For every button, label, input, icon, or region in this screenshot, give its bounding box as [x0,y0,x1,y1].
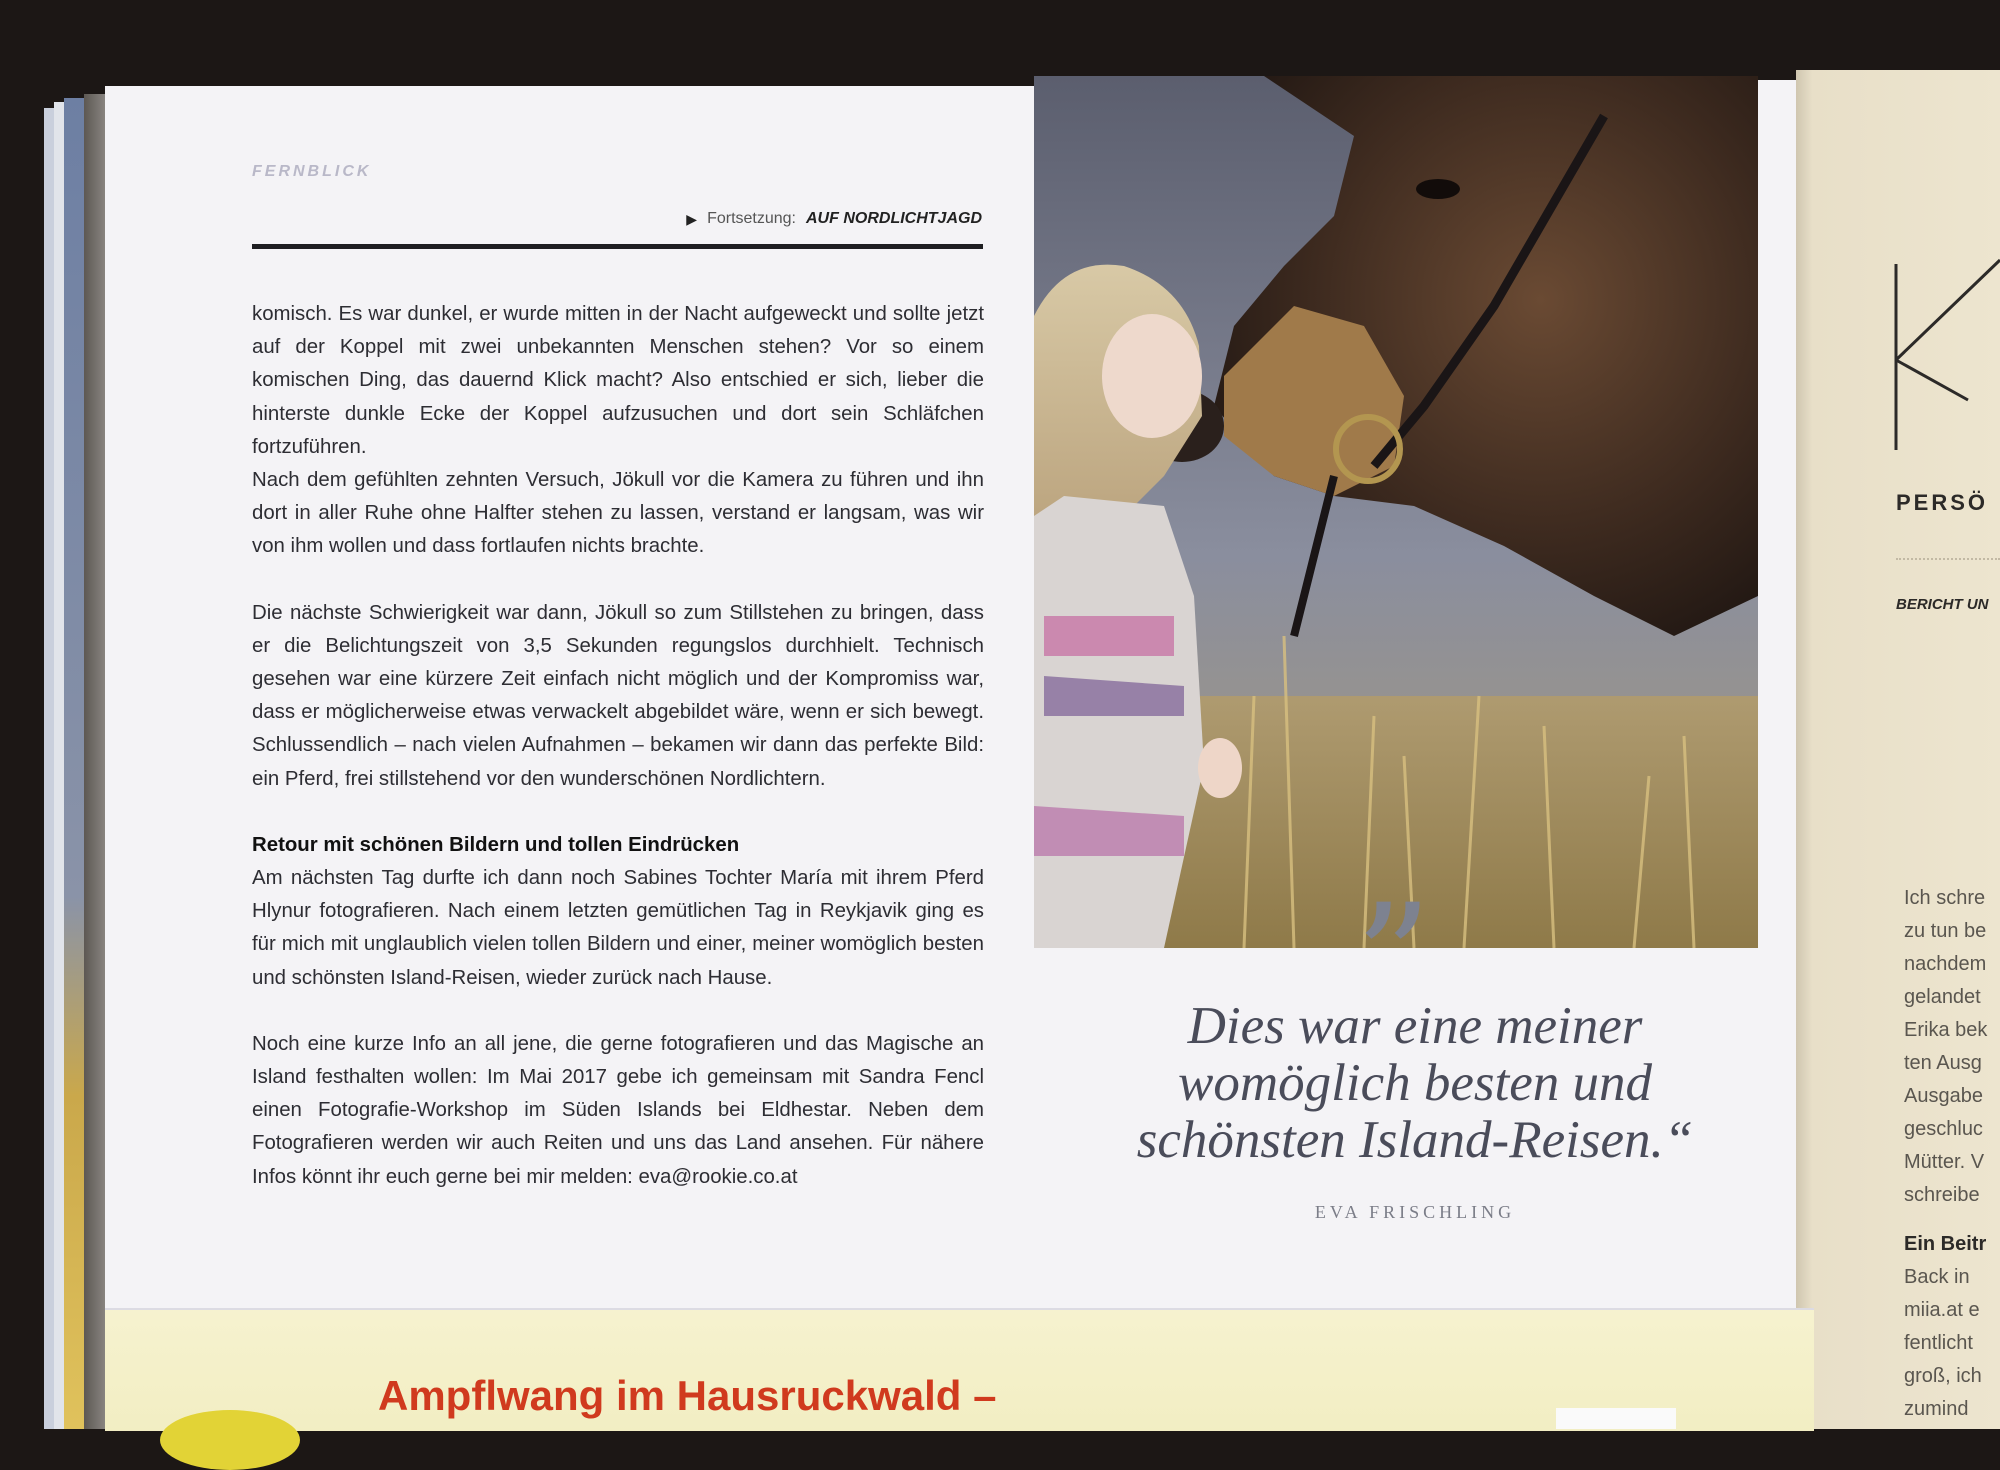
header-rule [252,244,983,249]
band-title: Ampflwang im Hausruckwald – [378,1372,997,1419]
next-page-line: Erika bek [1904,1019,1988,1041]
next-page-line: schreibe [1904,1184,1980,1206]
article-body [252,298,984,1194]
pull-quote-line: Dies war eine meiner [1187,997,1643,1055]
girl-and-horse-photo [1034,76,1758,948]
next-page-line: gelandet [1904,986,1981,1008]
next-page-column [1904,882,2000,1426]
page-edge [44,108,54,1429]
pull-quote-line: womöglich besten und [1178,1054,1652,1112]
page-edge [54,102,64,1429]
continuation-prefix: Fortsetzung: [707,210,796,227]
quote-attribution: EVA FRISCHLING [1314,1202,1516,1222]
article-paragraph: Noch eine kurze Info an all jene, die gerne fotografieren und das Magische an Island festhalten wollen: Im Mai 2017 gebe ich gemeinsam mit Sandra Fencl einen Fotografie-Workshop im Süden Islands bei Eldhestar. Neben dem Fotografieren werden wir auch Reiten und uns das Land ansehen. Für nähere Infos könnt ihr euch gerne bei mir melden: eva@rookie.co.at [252,1032,984,1188]
note-paper [1556,1408,1676,1429]
continuation-note [686,210,982,228]
next-page-line: geschluc [1904,1118,1983,1140]
next-page-line: groß, ich [1904,1365,1982,1387]
article-paragraph: komisch. Es war dunkel, er wurde mitten in der Nacht aufgeweckt und sollte jetzt auf der Koppel mit zwei unbekannten Menschen stehen? Vor so einem komischen Ding, das dauernd Klick macht? Also entschied er sich, lieber die hinterste dunkle Ecke der Koppel aufzusuchen und dort sein Schläfchen fortzuführen. [252,303,984,458]
next-page-bold-line: Ein Beitr [1904,1233,1987,1255]
next-page-line: ten Ausg [1904,1052,1982,1074]
next-page-line: Ich schre [1904,887,1986,909]
article-subheading: Retour mit schönen Bildern und tollen Eindrücken [252,833,740,856]
next-page-line: miia.at e [1904,1299,1980,1321]
pull-quote-line: schönsten Island-Reisen.“ [1136,1111,1694,1169]
next-page-line: fentlicht [1904,1332,1973,1354]
next-page-line: Mütter. V [1904,1151,1985,1173]
continuation-title: AUF NORDLICHTJAGD [806,210,982,227]
article-paragraph: Am nächsten Tag durfte ich dann noch Sabines Tochter María mit ihrem Pferd Hlynur fotografieren. Nach einem letzten gemütlichen Tag in Reykjavik ging es für mich mit unglaublich vielen tollen Bildern und einer, meiner womöglich besten und schönsten Island-Reisen, wieder zurück nach Hause. [252,867,984,989]
next-page-line: Back in [1904,1266,1970,1288]
pull-quote [1100,998,1730,1169]
large-initial-letter [1888,250,2000,450]
next-page-line: Ausgabe [1904,1085,1983,1107]
play-triangle-icon: ▶ [686,210,698,227]
next-page-subheading: BERICHT UN [1896,596,1989,613]
article-paragraph: Die nächste Schwierigkeit war dann, Jökull so zum Stillstehen zu bringen, dass er die Belichtungszeit von 3,5 Sekunden regungslos durchhielt. Technisch gesehen war eine kürzere Zeit einfach nicht möglich und der Kompromiss war, dass er möglicherweise etwas verwackelt abgebildet wäre, wenn er sich bewegt. Schlussendlich – nach vielen Aufnahmen – bekamen wir dann das perfekte Bild: ein Pferd, frei stillstehend vor den wunderschönen Nordlichtern. [252,601,984,790]
quote-mark: ” [1355,873,1432,1047]
next-page-line: zumind [1904,1398,1969,1420]
band-logo-shape [160,1410,300,1470]
next-page-heading: PERSÖ [1896,490,1989,515]
next-page-line: zu tun be [1904,920,1987,942]
next-page-divider [1896,558,2000,560]
page-edge-colored [64,98,84,1429]
next-page-line: nachdem [1904,953,1987,975]
section-label: FERNBLICK [252,163,372,180]
article-paragraph: Nach dem gefühlten zehnten Versuch, Jökull vor die Kamera zu führen und ihn dort in aller Ruhe ohne Halfter stehen zu lassen, verstand er langsam, was wir von ihm wollen und dass fortlaufen nichts brachte. [252,469,984,558]
